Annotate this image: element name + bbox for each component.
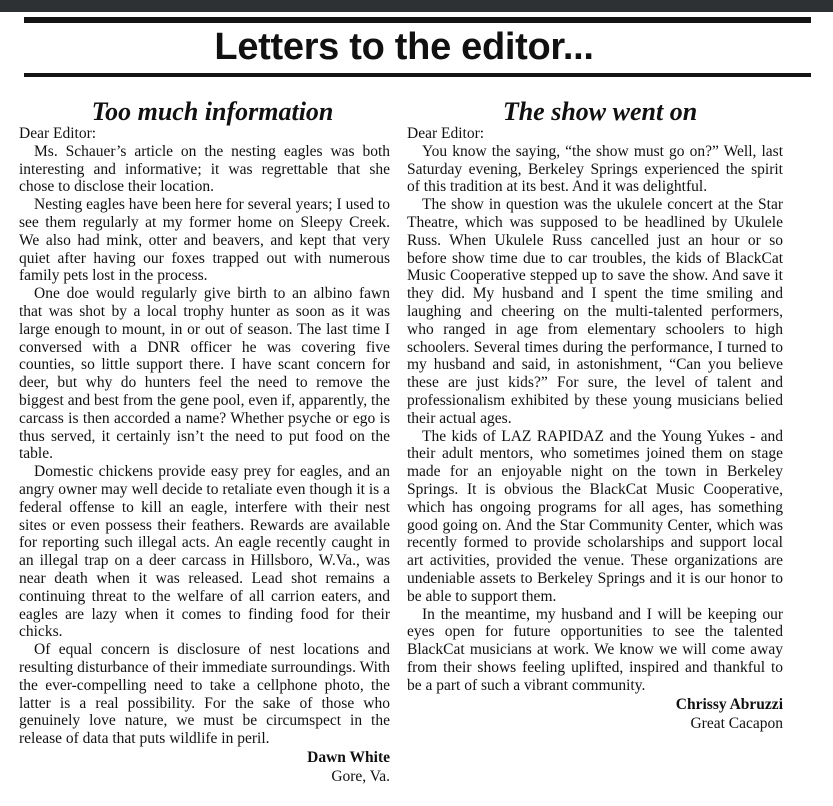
letter-paragraph: In the meantime, my husband and I will be keeping our eyes open for future opportunities to see the talented BlackCat musicians at work. We know we will come away from their shows feeling uplifted, inspired and thankful to be a part of such a vibrant community. xyxy=(407,605,783,694)
header-rule-top xyxy=(24,17,811,23)
letter-location: Great Cacapon xyxy=(690,714,783,732)
letter-paragraph: Ms. Schauer’s article on the nesting eagles was both interesting and informative; it was regrettable that she chose to disclose their location. xyxy=(19,142,390,196)
letter-salutation: Dear Editor: xyxy=(407,125,485,142)
letter-column-left xyxy=(19,96,390,786)
letter-paragraph: Of equal concern is disclosure of nest locations and resulting disturbance of their immediate surroundings. With the ever-compelling need to take a cellphone photo, the latter is a real possibility. For the sake of those who genuinely love nature, we must be circumspect in the release of data that puts wildlife in peril. xyxy=(19,641,390,748)
letter-location: Gore, Va. xyxy=(331,767,390,785)
letter-paragraph: You know the saying, “the show must go on?” Well, last Saturday evening, Berkeley Springs experienced the spirit of this tradition at its best. And it was delightful. xyxy=(407,142,783,196)
letter-paragraph: The show in question was the ukulele concert at the Star Theatre, which was supposed to be headlined by Ukulele Russ. When Ukulele Russ cancelled just an hour or so before show time due to car troubles, the kids of BlackCat Music Cooperative stepped up to save the show. And save it they did. My husband and I spent the time smiling and laughing and cheering on the multi-talented performers, who ranged in age from elementary schoolers to high schoolers. Several times during the performance, I turned to my husband and said, in astonishment, “Can you believe these are just kids?” For sure, the level of talent and professionalism exhibited by these young musicians belied their actual ages. xyxy=(407,196,783,427)
page-headline: Letters to the editor... xyxy=(214,26,594,68)
letter-author: Chrissy Abruzzi xyxy=(675,695,783,713)
letter-body xyxy=(407,125,783,695)
letter-author: Dawn White xyxy=(307,748,390,766)
letter-paragraph: One doe would regularly give birth to an albino fawn that was shot by a local trophy hunter as soon as it was large enough to mount, in or out of season. The last time I conversed with a DNR officer he was covering five counties, so little support there. I have scant concern for deer, but why do hunters feel the need to remove the biggest and best from the gene pool, even if, apparently, the carcass is then accorded a name? Whether psyche or ego is thus served, it certainly isn’t the need to put food on the table. xyxy=(19,285,390,463)
letter-column-right xyxy=(407,96,783,733)
letter-salutation: Dear Editor: xyxy=(19,125,97,142)
letter-body xyxy=(19,125,390,748)
window-top-bar xyxy=(0,0,833,12)
letter-paragraph: Domestic chickens provide easy prey for eagles, and an angry owner may well decide to retaliate even though it is a federal offense to kill an eagle, interfere with their nest sites or even possess their feathers. Rewards are available for reporting such illegal acts. An eagle recently caught in an illegal trap on a deer carcass in Hillsboro, W.Va., was near death when it was released. Lead shot remains a continuing threat to the welfare of all carrion eaters, and eagles are lazy when it comes to finding food for their chicks. xyxy=(19,463,390,641)
header-rule-bottom xyxy=(24,73,811,77)
letter-title: Too much information xyxy=(91,97,334,126)
letter-title: The show went on xyxy=(502,97,698,126)
letter-paragraph: The kids of LAZ RAPIDAZ and the Young Yukes - and their adult mentors, who sometimes joined them on stage made for an enjoyable night on the town in Berkeley Springs. It is obvious the BlackCat Music Cooperative, which has ongoing programs for all ages, has something good going on. And the Star Community Center, which was recently formed to provide scholarships and support local art activities, provided the venue. These organizations are undeniable assets to Berkeley Springs and it is our honor to be able to support them. xyxy=(407,427,783,605)
letter-paragraph: Nesting eagles have been here for several years; I used to see them regularly at my former home on Sleepy Creek. We also had mink, otter and beavers, and kept that very quiet after having our foxes trapped out with numerous family pets lost in the process. xyxy=(19,196,390,285)
